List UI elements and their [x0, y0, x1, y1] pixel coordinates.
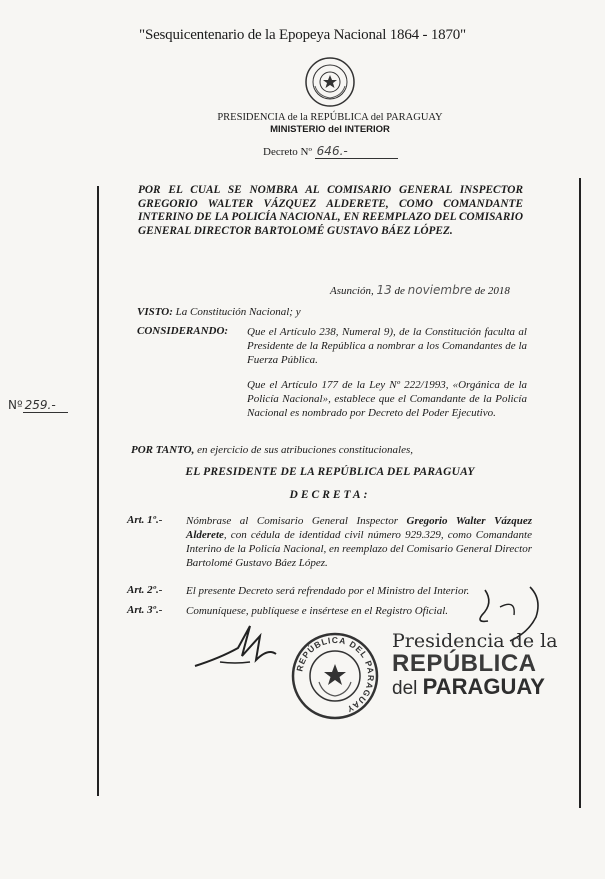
article-1-appointee-name: Gregorio Walter Vázquez Alderete — [186, 515, 532, 541]
decree-number — [263, 144, 398, 158]
national-seal-icon — [304, 56, 356, 108]
institution-line-2: MINISTERIO del INTERIOR — [270, 124, 390, 135]
margin-number-value: 259.- — [23, 398, 68, 413]
por-tanto-label: POR TANTO, — [131, 444, 195, 456]
stamp-line-3-main: PARAGUAY — [422, 674, 545, 699]
republic-seal-icon — [291, 632, 379, 720]
margin-number-label: Nº — [8, 398, 23, 412]
stamp-line-3 — [392, 676, 562, 700]
decree-date — [330, 283, 510, 297]
article-3-label: Art. 3º.- — [127, 604, 163, 616]
article-1-text-rest: , con cédula de identidad civil número 929.329, como Comandante Interino de la Policía Nacional, en reemplazo del Comisario General Director Bartolomé Gustavo Báez López. — [186, 529, 532, 569]
stamp-line-2: REPÚBLICA — [392, 650, 537, 677]
article-3-text: Comuníquese, publíquese e insértese en el Registro Oficial. — [186, 605, 449, 617]
decree-number-value: 646.- — [315, 144, 398, 159]
stamp-line-3-prefix: del — [392, 678, 418, 699]
decreta-heading: DECRETA: — [289, 489, 371, 501]
date-day: 13 — [376, 283, 392, 297]
president-signature — [190, 618, 285, 673]
date-connector-2: de 2018 — [474, 285, 510, 297]
date-city: Asunción, — [330, 285, 374, 297]
considerando-paragraph-2: Que el Artículo 177 de la Ley Nº 222/1993, «Orgánica de la Policía Nacional», establece que el Comandante de la Policía Nacional es nombrado por Decreto del Poder Ejecutivo. — [247, 379, 527, 419]
date-connector-1: de — [394, 285, 405, 297]
visto-text: La Constitución Nacional; y — [175, 306, 301, 318]
date-month: noviembre — [407, 283, 473, 297]
article-2-text: El presente Decreto será refrendado por el Ministro del Interior. — [186, 585, 470, 597]
article-1-label: Art. 1º.- — [127, 514, 163, 526]
article-1-text-pre: Nómbrase al Comisario General Inspector — [186, 515, 407, 527]
president-heading: EL PRESIDENTE DE LA REPÚBLICA DEL PARAGUAY — [185, 466, 475, 478]
considerando-label: CONSIDERANDO: — [137, 325, 229, 337]
por-tanto-section — [131, 443, 413, 457]
article-2-label: Art. 2º.- — [127, 584, 163, 596]
decree-title: POR EL CUAL SE NOMBRA AL COMISARIO GENERAL INSPECTOR GREGORIO WALTER VÁZQUEZ ALDERETE, COMO COMANDANTE INTERINO DE LA POLICÍA NACIONAL, EN REEMPLAZO DEL COMISARIO GENERAL DIRECTOR BARTOLOMÉ GUSTAVO BÁEZ LÓPEZ. — [138, 184, 523, 237]
visto-section — [137, 305, 301, 319]
por-tanto-text: en ejercicio de sus atribuciones constitucionales, — [197, 444, 413, 456]
stamp-line-1: Presidencia de la — [392, 630, 558, 652]
institution-line-1: PRESIDENCIA de la REPÚBLICA del PARAGUAY — [217, 112, 443, 123]
visto-label: VISTO: — [137, 306, 173, 318]
seal-ring-text: REPÚBLICA DEL PARAGUAY — [294, 634, 377, 715]
presidency-stamp — [392, 630, 562, 700]
motto: "Sesquicentenario de la Epopeya Nacional 1864 - 1870" — [139, 27, 466, 43]
decree-number-label: Decreto Nº — [263, 146, 312, 158]
margin-number-note — [8, 398, 68, 412]
considerando-paragraph-1: Que el Artículo 238, Numeral 9), de la Constitución faculta al Presidente de la República a nombrar a los Comandantes de la Fuerza Pública. — [247, 326, 527, 366]
article-1-text — [186, 514, 532, 570]
